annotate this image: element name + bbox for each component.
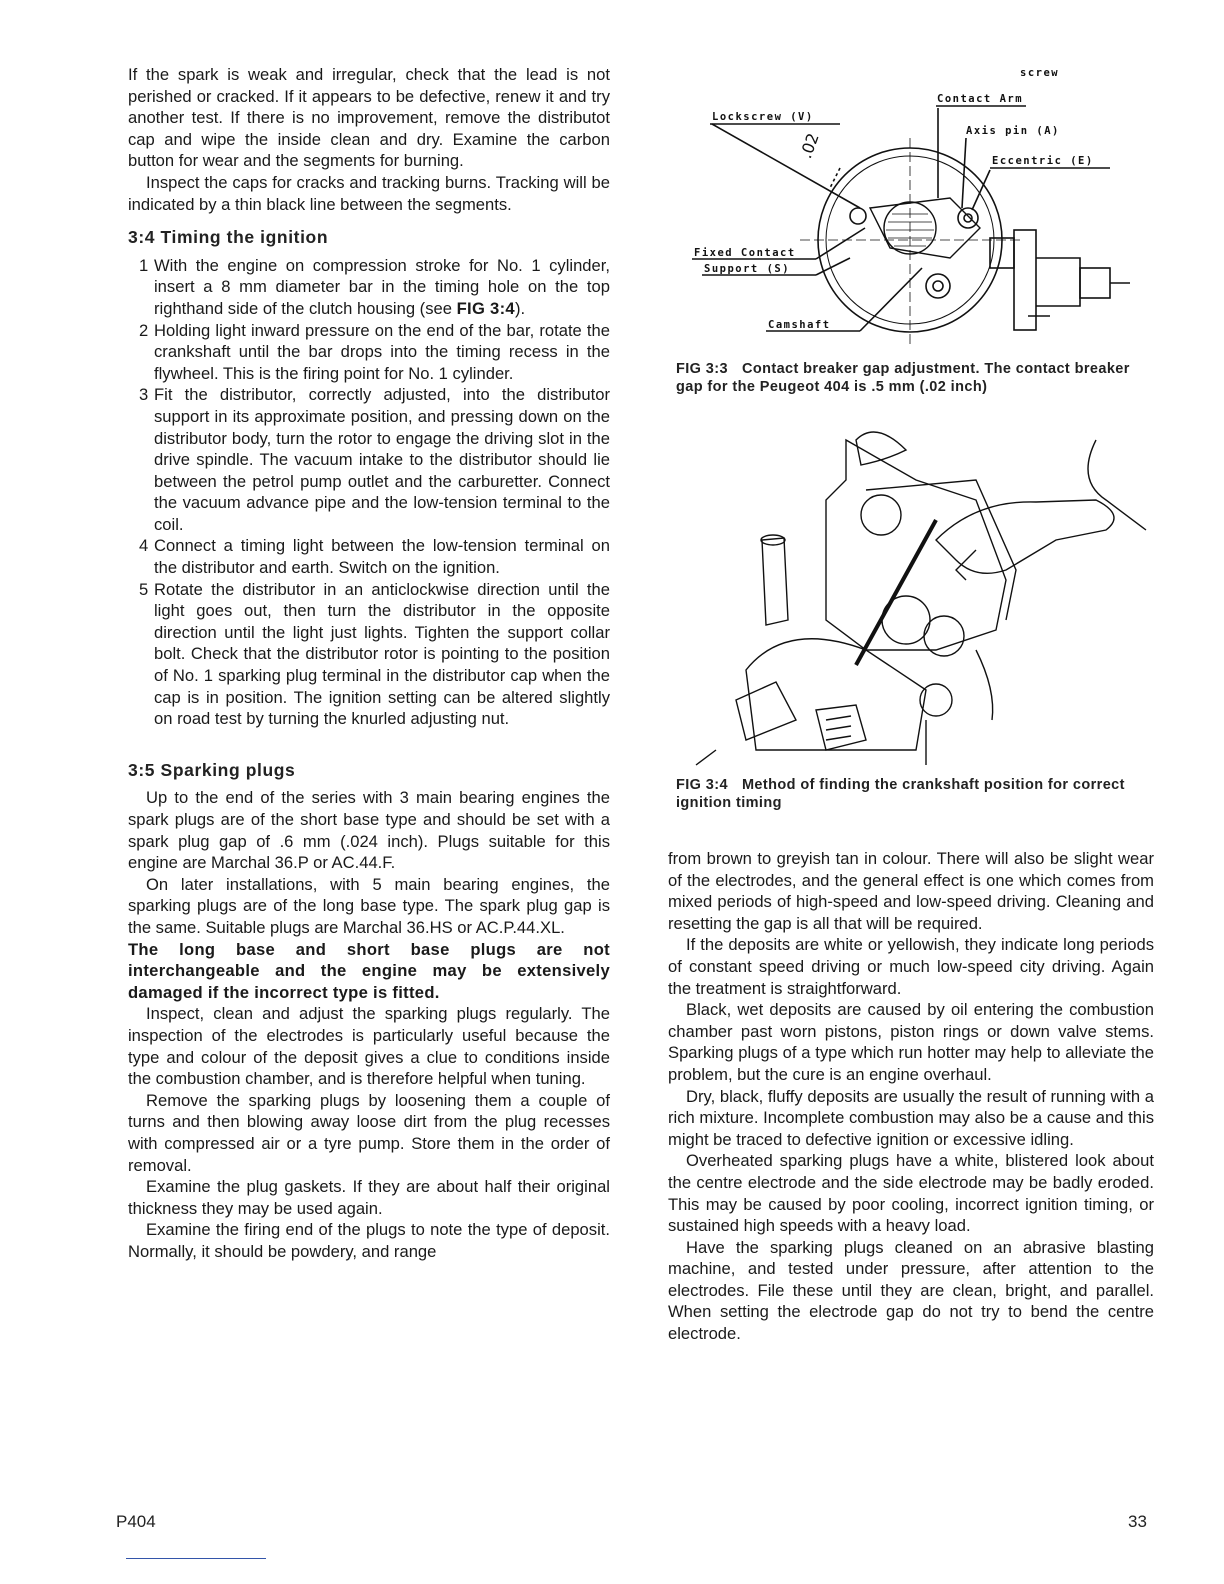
list-item <box>128 384 610 535</box>
caption-text: Contact breaker gap adjustment. The contact breaker gap for the Peugeot 404 is .5 mm (.02 inch) <box>676 361 1130 395</box>
engine-block-drawing <box>696 432 1146 765</box>
contact-breaker-diagram <box>690 58 1150 356</box>
engine-timing-illustration <box>676 420 1156 770</box>
step-text: Holding light inward pressure on the end of the bar, rotate the crankshaft until the bar drops into the timing recess in the flywheel. This is the firing point for No. 1 cylinder. <box>154 320 610 383</box>
step-number: 4 <box>139 536 149 556</box>
figure-number: FIG 3:3 <box>676 361 728 377</box>
label-gap: .02 <box>796 130 823 161</box>
section-heading-timing: 3:4 Timing the ignition <box>128 227 329 248</box>
paragraph: Up to the end of the series with 3 main bearing engines the spark plugs are of the short base type and should be set with a spark plug gap of .6 mm (.024 inch). Plugs suitable for this engine are Marchal 36.P or AC.44.F. <box>128 788 610 873</box>
label-eccentric: Eccentric (E) <box>992 155 1094 167</box>
paragraph: If the spark is weak and irregular, check that the lead is not perished or cracked. If it appears to be defective, renew it and try another test. If there is no improvement, remove the distributot cap and wipe the inside clean and dry. Examine the carbon button for wear and the segments for burning. <box>128 65 610 171</box>
footer-left: P404 <box>116 1512 156 1531</box>
step-number: 3 <box>139 385 149 405</box>
paragraph: Remove the sparking plugs by loosening them a couple of turns and then blowing away loose dirt from the plug recesses with compressed air or a tyre pump. Store them in the order of removal. <box>128 1090 610 1175</box>
page-number: 33 <box>1128 1512 1147 1531</box>
paragraph: Inspect, clean and adjust the sparking plugs regularly. The inspection of the electrodes is particularly useful because the type and colour of the deposit gives a clue to conditions inside the combustion chamber, and is therefore helpful when tuning. <box>128 1004 610 1089</box>
step-text: With the engine on compression stroke for No. 1 cylinder, insert a 8 mm diameter bar in the timing hole on the top righthand side of the clutch housing (see <box>154 255 610 318</box>
list-item <box>128 320 610 385</box>
figure-caption-3-4 <box>676 776 1156 812</box>
right-column <box>668 848 1154 1345</box>
label-lockscrew: Lockscrew (V) <box>712 111 814 123</box>
list-item <box>128 579 610 730</box>
paragraph: Black, wet deposits are caused by oil entering the combustion chamber past worn pistons, piston rings or down valve stems. Sparking plugs of a type which run hotter may help to alleviate the problem, but the cure is an engine overhaul. <box>668 1000 1154 1084</box>
paragraph: from brown to greyish tan in colour. There will also be slight wear of the electrodes, and the general effect is one which comes from mixed periods of high-speed and low-speed driving. Cleaning and resetting the gap is all that will be required. <box>668 849 1154 933</box>
step-number: 5 <box>139 579 149 599</box>
step-text: Rotate the distributor in an anticlockwise direction until the light goes out, then turn the distributor in the opposite direction until the light just lights. Tighten the support collar bolt. Check that the distributor rotor is pointing to the position of No. 1 sparking plug terminal in the distributor cap when the cap is in position. The ignition setting can be altered slightly on road test by turning the knurled adjusting nut. <box>154 579 610 729</box>
paragraph: Dry, black, fluffy deposits are usually the result of running with a rich mixture. Incomplete combustion may also be a cause and this might be traced to defective ignition or excessive idling. <box>668 1086 1154 1149</box>
paragraph: On later installations, with 5 main bearing engines, the sparking plugs are of the long base type. The spark plug gap is the same. Suitable plugs are Marchal 36.HS or AC.P.44.XL. <box>128 874 610 937</box>
list-item <box>128 535 610 578</box>
paragraph: Overheated sparking plugs have a white, blistered look about the centre electrode and the side electrode may be badly eroded. This may be caused by poor cooling, incorrect ignition timing, or sustained high speeds with a heavy load. <box>668 1151 1154 1236</box>
label-contact-arm: Contact Arm <box>937 93 1024 105</box>
figure-number: FIG 3:4 <box>676 777 728 793</box>
paragraph: Have the sparking plugs cleaned on an abrasive blasting machine, and tested under pressure, after attention to the electrodes. File these until they are clean, bright, and parallel. When setting the electrode gap do not try to bend the centre electrode. <box>668 1237 1154 1344</box>
label-fixed-contact: Fixed Contact <box>694 247 796 259</box>
section-heading-sparking-plugs: 3:5 Sparking plugs <box>128 759 296 780</box>
list-item <box>128 255 610 320</box>
paragraph: Examine the firing end of the plugs to note the type of deposit. Normally, it should be powdery, and range <box>128 1220 610 1261</box>
figure-caption-3-3 <box>676 360 1156 396</box>
timing-steps-list <box>128 255 610 730</box>
step-number: 1 <box>139 255 149 275</box>
step-text: Connect a timing light between the low-tension terminal on the distributor and earth. Switch on the ignition. <box>154 536 610 578</box>
left-column <box>128 64 610 1262</box>
step-number: 2 <box>139 320 149 340</box>
label-camshaft: Camshaft <box>768 319 831 331</box>
paragraph: Inspect the caps for cracks and tracking burns. Tracking will be indicated by a thin black line between the segments. <box>128 172 610 214</box>
label-axis-pin: Axis pin (A) <box>966 125 1060 137</box>
step-text-tail: ). <box>514 298 526 318</box>
footer-rule <box>126 1558 266 1559</box>
paragraph: If the deposits are white or yellowish, they indicate long periods of constant speed driving or much low-speed city driving. Again the treatment is straightforward. <box>668 935 1154 998</box>
figure-reference: FIG 3:4 <box>456 298 515 318</box>
label-support: Support (S) <box>704 263 791 275</box>
warning-paragraph: The long base and short base plugs are not interchangeable and the engine may be extensively damaged if the incorrect type is fitted. <box>128 939 610 1002</box>
caption-text: Method of finding the crankshaft position for correct ignition timing <box>676 777 1125 811</box>
label-screw: screw <box>1020 67 1060 79</box>
breaker-plate-drawing <box>712 108 1130 348</box>
step-text: Fit the distributor, correctly adjusted, into the distributor support in its approximate position, and pressing down on the distributor body, turn the rotor to engage the driving slot in the drive spindle. The vacuum intake to the distributor should lie between the petrol pump outlet and the carburetter. Connect the vacuum advance pipe and the low-tension terminal to the coil. <box>154 385 610 534</box>
paragraph: Examine the plug gaskets. If they are about half their original thickness they may be used again. <box>128 1177 610 1218</box>
